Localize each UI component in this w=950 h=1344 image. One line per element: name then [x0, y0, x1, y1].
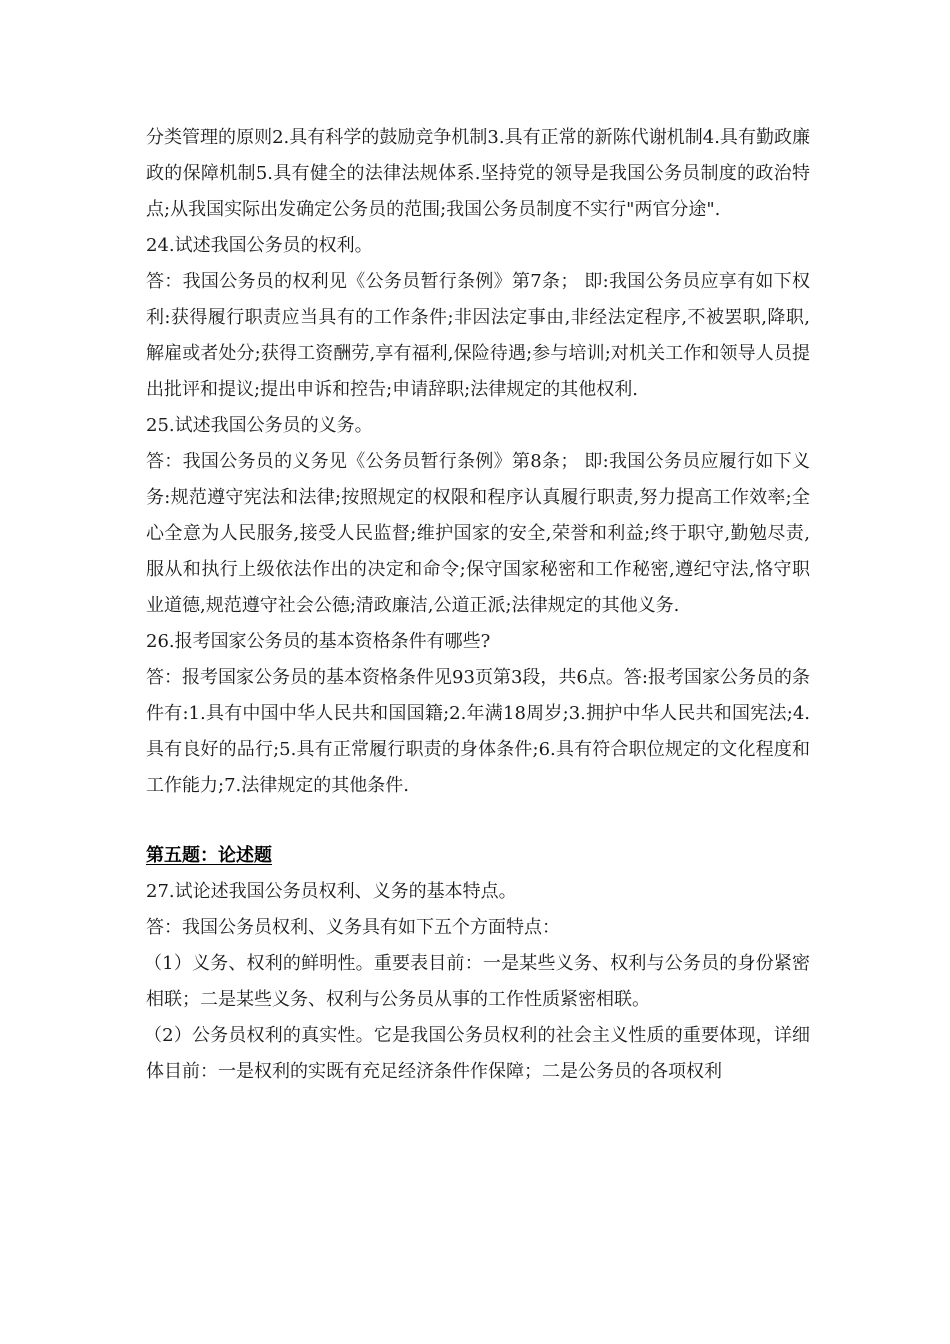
- answer-24: 答：我国公务员的权利见《公务员暂行条例》第7条； 即:我国公务员应享有如下权利:获得履行职责应当具有的工作条件;非因法定事由,非经法定程序,不被罢职,降职,解雇或者处分;获得工资酬劳,享有福利,保险待遇;参与培训;对机关工作和领导人员提出批评和提议;提出申诉和控告;申请辞职;法律规定的其他权利.: [146, 271, 810, 400]
- answer-25: 答：我国公务员的义务见《公务员暂行条例》第8条； 即:我国公务员应履行如下义务:规范遵守宪法和法律;按照规定的权限和程序认真履行职责,努力提高工作效率;全心全意为人民服务,接受人民监督;维护国家的安全,荣誉和利益;终于职守,勤勉尽责,服从和执行上级依法作出的决定和命令;保守国家秘密和工作秘密,遵纪守法,恪守职业道德,规范遵守社会公德;清政廉洁,公道正派;法律规定的其他义务.: [146, 451, 810, 616]
- question-26: 26.报考国家公务员的基本资格条件有哪些?: [146, 631, 491, 652]
- answer-27-intro: 答：我国公务员权利、义务具有如下五个方面特点：: [146, 917, 560, 938]
- continued-answer-paragraph: 分类管理的原则2.具有科学的鼓励竞争机制3.具有正常的新陈代谢机制4.具有勤政廉政的保障机制5.具有健全的法律法规体系.坚持党的领导是我国公务员制度的政治特点;从我国实际出发确定公务员的范围;我国公务员制度不实行"两官分途".: [146, 127, 810, 220]
- answer-27-point-2: （2）公务员权利的真实性。它是我国公务员权利的社会主义性质的重要体现，详细体目前：一是权利的实既有充足经济条件作保障；二是公务员的各项权利: [144, 1025, 810, 1082]
- section-spacer: [146, 804, 810, 838]
- question-27: 27.试论述我国公务员权利、义务的基本特点。: [146, 881, 517, 902]
- section-5-heading: 第五题：论述题: [146, 845, 272, 866]
- answer-27-point-1: （1）义务、权利的鲜明性。重要表目前：一是某些义务、权利与公务员的身份紧密相联；二是某些义务、权利与公务员从事的工作性质紧密相联。: [144, 953, 810, 1010]
- question-24: 24.试述我国公务员的权利。: [146, 235, 373, 256]
- question-25: 25.试述我国公务员的义务。: [146, 415, 373, 436]
- document-body: [146, 120, 810, 1090]
- answer-26: 答：报考国家公务员的基本资格条件见93页第3段，共6点。答:报考国家公务员的条件有:1.具有中国中华人民共和国国籍;2.年满18周岁;3.拥护中华人民共和国宪法;4.具有良好的品行;5.具有正常履行职责的身体条件;6.具有符合职位规定的文化程度和工作能力;7.法律规定的其他条件.: [146, 667, 810, 796]
